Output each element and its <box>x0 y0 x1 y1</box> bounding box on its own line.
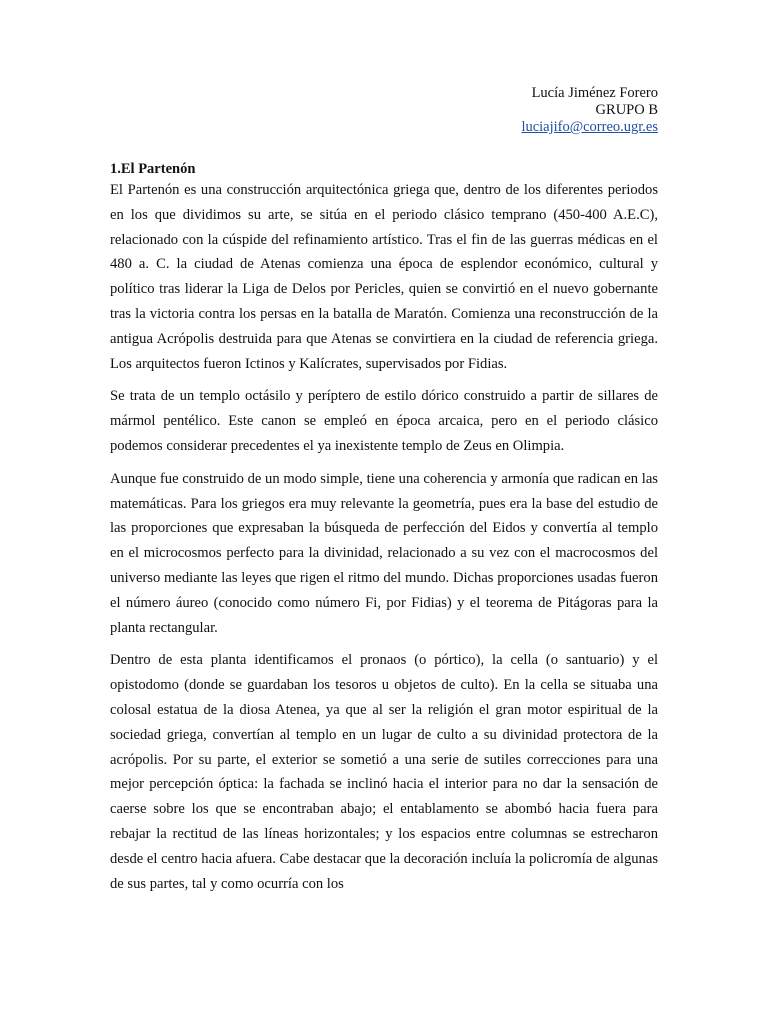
paragraph-1: El Partenón es una construcción arquitectónica griega que, dentro de los diferentes periodos en los que dividimos su arte, se sitúa en el periodo clásico temprano (450-400 A.E.C), relacionado con la cúspide del refinamiento artístico. Tras el fin de las guerras médicas en el 480 a. C. la ciudad de Atenas comienza una época de esplendor económico, cultural y político tras liderar la Liga de Delos por Pericles, quien se convirtió en el nuevo gobernante tras la victoria contra los persas en la batalla de Maratón. Comienza una reconstrucción de la antigua Acrópolis destruida para que Atenas se convirtiera en la ciudad de referencia griega. Los arquitectos fueron Ictinos y Kalícrates, supervisados por Fidias. <box>110 182 658 372</box>
paragraph-3: Aunque fue construido de un modo simple, tiene una coherencia y armonía que radican en las matemáticas. Para los griegos era muy relevante la geometría, pues era la base del estudio de las proporciones que expresaban la búsqueda de perfección del Eidos y convertía al templo en el microcosmos perfecto para la divinidad, relacionado a su vez con el macrocosmos del universo mediante las leyes que rigen el ritmo del mundo. Dichas proporciones usadas fueron el número áureo (conocido como número Fi, por Fidias) y el teorema de Pitágoras para la planta rectangular. <box>110 470 658 636</box>
section-heading: 1.El Partenón <box>110 161 196 177</box>
group-label: GRUPO B <box>595 102 658 118</box>
author-name: Lucía Jiménez Forero <box>531 85 658 101</box>
document-page <box>110 85 658 904</box>
email-link[interactable]: luciajifo@correo.ugr.es <box>521 119 658 135</box>
author-header <box>110 85 658 136</box>
paragraph-2: Se trata de un templo octásilo y períptero de estilo dórico construido a partir de sillares de mármol pentélico. Este canon se empleó en época arcaica, pero en el periodo clásico podemos considerar precedentes el ya inexistente templo de Zeus en Olimpia. <box>110 388 658 454</box>
paragraph-4: Dentro de esta planta identificamos el pronaos (o pórtico), la cella (o santuario) y el opistodomo (donde se guardaban los tesoros u objetos de culto). En la cella se situaba una colosal estatua de la diosa Atenea, ya que al ser la religión el gran motor espiritual de la sociedad griega, convertían al templo en un lugar de culto a su divinidad protectora de la acrópolis. Por su parte, el exterior se sometió a una serie de sutiles correcciones para una mejor percepción óptica: la fachada se inclinó hacia el interior para no dar la sensación de caerse sobre los que se encontraban abajo; el entablamento se abombó hacia fuera para rebajar la rectitud de las líneas horizontales; y los espacios entre columnas se estrecharon desde el centro hacia afuera. Cabe destacar que la decoración incluía la policromía de algunas de sus partes, tal y como ocurría con los <box>110 652 658 892</box>
section-body <box>110 178 658 896</box>
